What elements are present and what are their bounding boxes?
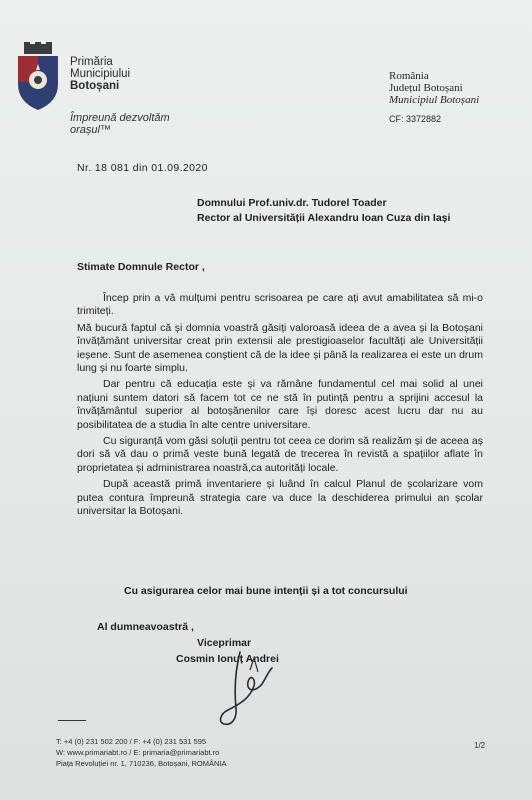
salutation: Stimate Domnule Rector , <box>77 261 205 273</box>
issuer-municipality: Municipiul Botoșani <box>389 94 480 106</box>
org-line-primaria: Primăria <box>70 56 113 68</box>
fiscal-code: CF: 3372882 <box>389 114 442 124</box>
footer-address: Piața Revoluției nr. 1, 710236, Botoșani, ROMÂNIA <box>56 759 227 768</box>
footer-divider <box>58 720 86 721</box>
org-line-municipiului: Municipiului <box>70 68 131 80</box>
addressee-name: Domnului Prof.univ.dr. Tudorel Toader <box>197 197 387 209</box>
slogan-line-1: Împreună dezvoltăm <box>70 112 170 124</box>
issuer-block <box>389 70 479 106</box>
organization-name <box>70 56 130 92</box>
slogan-line-2: orașul™ <box>70 124 111 136</box>
slogan <box>70 112 170 136</box>
body-paragraph: După această primă inventariere și luând în calcul Planul de școlarizare vom putea contura împreună strategia care va duce la deschiderea primului an școlar universitar la Botoșani. <box>77 478 483 518</box>
body-paragraph: Cu siguranță vom găsi soluții pentru tot ceea ce dorim să realizăm și de aceea aș dori să vă dau o primă veste bună legată de trecerea în revistă a spațiilor aflate în proprietatea și administrarea noastră,ca autorități locale. <box>77 435 483 474</box>
footer-phone: T: +4 (0) 231 502 200 / F: +4 (0) 231 531 595 <box>56 737 207 746</box>
addressee-title: Rector al Universității Alexandru Ioan Cuza din Iași <box>197 212 451 224</box>
signer-role: Viceprimar <box>197 637 252 649</box>
letter-body <box>77 292 483 522</box>
body-paragraph: Dar pentru că educația este și va rămâne fundamentul cel mai solid al unei națiuni suntem datori să facem tot ce ne stă în putință pentru a sprijini accesul la învățământul superior al botoșănenilor care își doresc acest lucru dar nu au posibilitatea de a studia în alte centre universitare. <box>77 378 483 431</box>
handwritten-signature <box>210 648 280 730</box>
issuer-country: România <box>389 70 429 82</box>
page-number: 1/2 <box>474 741 486 750</box>
issuer-county: Județul Botoșani <box>389 82 463 94</box>
municipality-crest-logo <box>14 42 62 112</box>
footer-web-email: W: www.primariabt.ro / E: primaria@primariabt.ro <box>56 748 220 757</box>
regards-line: Al dumneavoastră , <box>97 621 194 633</box>
registration-number: Nr. 18 081 din 01.09.2020 <box>77 162 208 174</box>
body-paragraph: Încep prin a vă mulțumi pentru scrisoarea pe care ați avut amabilitatea să mi-o trimiteți. <box>77 292 483 318</box>
org-line-botosani: Botoșani <box>70 80 120 92</box>
signer-name: Cosmin Ionuț Andrei <box>176 653 279 665</box>
body-paragraph: Mă bucură faptul că și domnia voastră găsiți valoroasă ideea de a avea și la Botoșani învățământ universitar creat prin extensii ale prestigioaselor facultăți ale Universității ieșene. Sunt de asemenea conștient că de la idee și până la realizarea ei este un drum lung și nu foarte simplu. <box>77 321 483 375</box>
closing-line: Cu asigurarea celor mai bune intenții și a tot concursului <box>124 585 408 597</box>
